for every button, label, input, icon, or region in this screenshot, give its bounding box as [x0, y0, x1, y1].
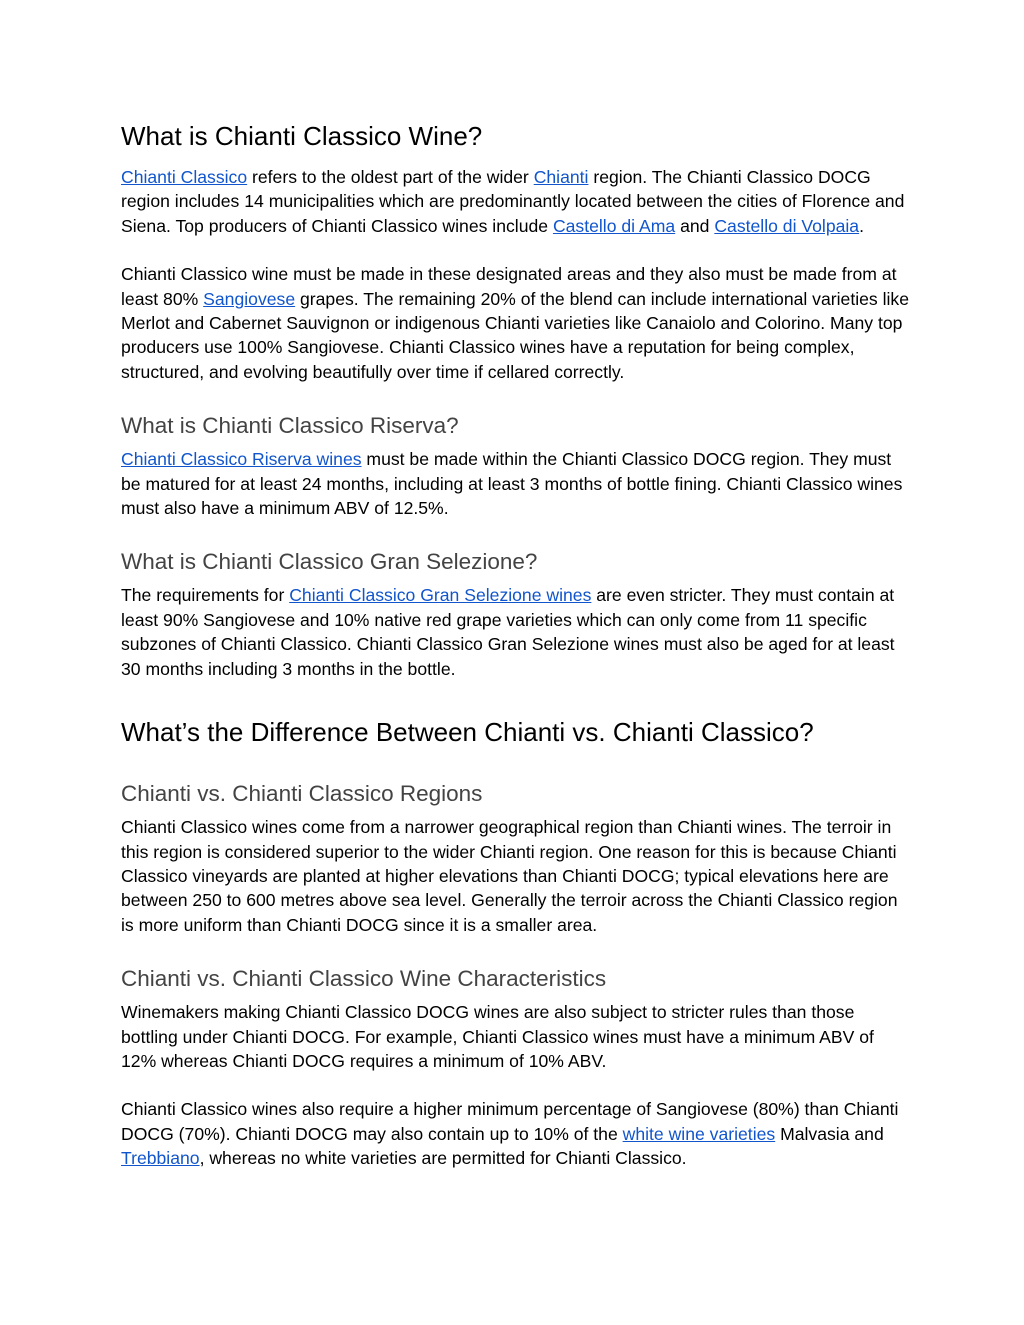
link-trebbiano[interactable]: Trebbiano: [121, 1148, 200, 1169]
paragraph-intro: Chianti Classico refers to the oldest part of the wider Chianti region. The Chianti Classico DOCG region includes 14 municipalities which are predominantly located between the cities of Florence and Siena. Top producers of Chianti Classico wines include Castello di Ama and Castello di Volpaia.: [121, 167, 905, 236]
heading-difference: What’s the Difference Between Chianti vs. Chianti Classico?: [121, 717, 814, 748]
heading-gran-selezione: What is Chianti Classico Gran Selezione?: [121, 549, 538, 575]
link-chianti-classico-gran-selezione-wines[interactable]: Chianti Classico Gran Selezione wines: [289, 585, 592, 606]
paragraph-characteristics-sangiovese: Chianti Classico wines also require a higher minimum percentage of Sangiovese (80%) than Chianti DOCG (70%). Chianti DOCG may also contain up to 10% of the white wine varieties Malvasia and Trebbiano, whereas no white varieties are permitted for Chianti Classico.: [121, 1099, 899, 1169]
paragraph-requirements: Chianti Classico wine must be made in these designated areas and they also must be made from at least 80% Sangiovese grapes. The remaining 20% of the blend can include international varieties like Merlot and Cabernet Sauvignon or indigenous Chianti varieties like Canaiolo and Colorino. Many top producers use 100% Sangiovese. Chianti Classico wines have a reputation for being complex, structured, and evolving beautifully over time if cellared correctly.: [121, 264, 909, 382]
link-castello-di-volpaia[interactable]: Castello di Volpaia: [714, 215, 860, 236]
link-castello-di-ama[interactable]: Castello di Ama: [552, 215, 676, 236]
paragraph-regions: Chianti Classico wines come from a narrower geographical region than Chianti wines. The terroir in this region is considered superior to the wider Chianti region. One reason for this is because Chianti Classico vineyards are planted at higher elevations than Chianti DOCG; typical elevations here are between 250 to 600 metres above sea level. Generally the terroir across the Chianti Classico region is more uniform than Chianti DOCG since it is a smaller area.: [121, 817, 898, 935]
heading-riserva: What is Chianti Classico Riserva?: [121, 413, 459, 439]
link-chianti-classico-riserva-wines[interactable]: Chianti Classico Riserva wines: [121, 449, 362, 470]
heading-wine-characteristics: Chianti vs. Chianti Classico Wine Characteristics: [121, 966, 607, 992]
heading-regions: Chianti vs. Chianti Classico Regions: [121, 781, 483, 807]
link-chianti-classico[interactable]: Chianti Classico: [121, 167, 248, 187]
heading-what-is-chianti-classico: What is Chianti Classico Wine?: [121, 121, 483, 151]
link-chianti[interactable]: Chianti: [533, 167, 589, 187]
paragraph-riserva: Chianti Classico Riserva wines must be made within the Chianti Classico DOCG region. They must be matured for at least 24 months, including at least 3 months of bottle fining. Chianti Classico wines must also have a minimum ABV of 12.5%.: [121, 449, 903, 519]
document-body: [121, 119, 911, 1171]
paragraph-characteristics-abv: Winemakers making Chianti Classico DOCG wines are also subject to stricter rules than those bottling under Chianti DOCG. For example, Chianti Classico wines must have a minimum ABV of 12% whereas Chianti DOCG requires a minimum of 10% ABV.: [121, 1002, 874, 1071]
link-sangiovese[interactable]: Sangiovese: [203, 288, 296, 309]
paragraph-gran-selezione: The requirements for Chianti Classico Gran Selezione wines are even stricter. They must contain at least 90% Sangiovese and 10% native red grape varieties which can only come from 11 specific subzones of Chianti Classico. Chianti Classico Gran Selezione wines must also be aged for at least 30 months including 3 months in the bottle.: [121, 585, 895, 679]
link-white-wine-varieties[interactable]: white wine varieties: [622, 1123, 776, 1144]
